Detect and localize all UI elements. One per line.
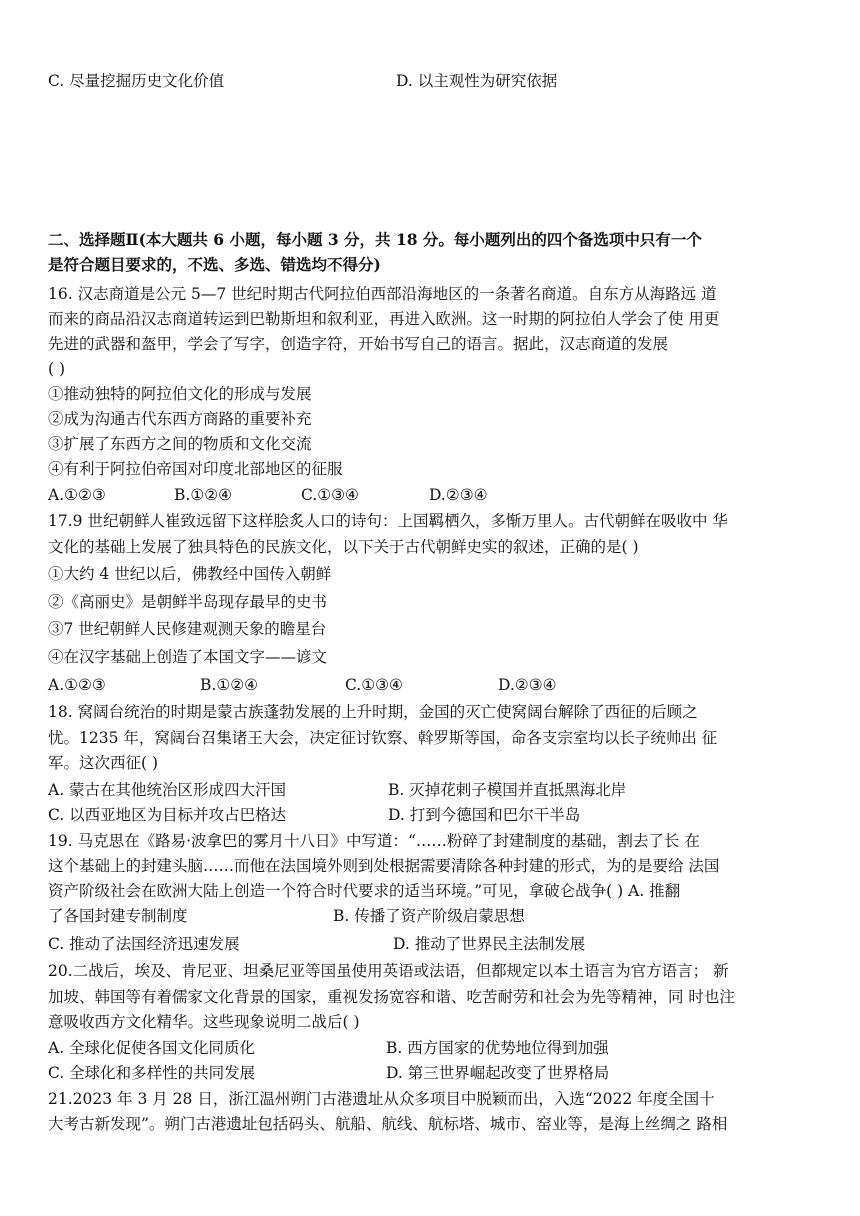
option-a: A.①②③ [48, 486, 106, 504]
statement-item: ①大约 4 世纪以后，佛教经中国传入朝鲜 [48, 565, 332, 583]
statement-item: ④在汉字基础上创造了本国文字——谚文 [48, 648, 328, 666]
option-a: 了各国封建专制制度 [48, 907, 188, 925]
question-stem: 16. 汉志商道是公元 5—7 世纪时期古代阿拉伯西部沿海地区的一条著名商道。自东方从海路远 道 [48, 285, 717, 303]
question-stem: 21.2023 年 3 月 28 日，浙江温州朔门古港遗址从众多项目中脱颖而出，入选“2022 年度全国十 [48, 1090, 715, 1108]
question-stem: 军。这次西征( ) [48, 754, 159, 772]
statement-item: ①推动独特的阿拉伯文化的形成与发展 [48, 385, 312, 403]
question-stem: 忧。1235 年，窝阔台召集诸王大会，决定征讨钦察、斡罗斯等国，命各支宗室均以长子统帅出 征 [48, 729, 718, 747]
section-header: 二、选择题Ⅱ(本大题共 6 小题，每小题 3 分，共 18 分。每小题列出的四个备选项中只有一个 [48, 230, 702, 249]
option-b: B.①②④ [174, 486, 233, 504]
question-stem: 18. 窝阔台统治的时期是蒙古族蓬勃发展的上升时期，金国的灭亡使窝阔台解除了西征的后顾之 [48, 703, 698, 721]
option-b: B. 传播了资产阶级启蒙思想 [333, 907, 525, 925]
option-d: D. 第三世界崛起改变了世界格局 [386, 1064, 610, 1082]
statement-item: ④有利于阿拉伯帝国对印度北部地区的征服 [48, 460, 343, 478]
option-d: D. 推动了世界民主法制发展 [393, 935, 586, 953]
option-c: C. 尽量挖掘历史文化价值 [48, 72, 225, 90]
statement-item: ③扩展了东西方之间的物质和文化交流 [48, 435, 312, 453]
question-stem: 文化的基础上发展了独具特色的民族文化，以下关于古代朝鲜史实的叙述，正确的是( ) [48, 538, 639, 556]
option-d: D.②③④ [429, 486, 488, 504]
option-c: C.①③④ [301, 486, 359, 504]
question-stem: 大考古新发现”。朔门古港遗址包括码头、航船、航线、航标塔、城市、窑业等，是海上丝绸之 路相 [48, 1115, 728, 1133]
option-a: A.①②③ [48, 676, 106, 694]
question-stem: 19. 马克思在《路易·波拿巴的雾月十八日》中写道：“……粉碎了封建制度的基础，割去了长 在 [48, 832, 700, 850]
statement-item: ③7 世纪朝鲜人民修建观测天象的瞻星台 [48, 620, 327, 638]
question-stem: 而来的商品沿汉志商道转运到巴勒斯坦和叙利亚，再进入欧洲。这一时期的阿拉伯人学会了使 用更 [48, 310, 720, 328]
option-c: C. 推动了法国经济迅速发展 [48, 935, 240, 953]
option-b: B. 西方国家的优势地位得到加强 [386, 1039, 609, 1057]
answer-blank: ( ) [48, 360, 66, 378]
option-d: D. 打到今德国和巴尔干半岛 [388, 806, 581, 824]
question-stem: 资产阶级社会在欧洲大陆上创造一个符合时代要求的适当环境。”可见，拿破仑战争( ) A. 推翻 [48, 882, 681, 900]
option-c: C. 全球化和多样性的共同发展 [48, 1064, 256, 1082]
option-d: D.②③④ [498, 676, 557, 694]
option-c: C. 以西亚地区为目标并攻占巴格达 [48, 806, 287, 824]
question-stem: 这个基础上的封建头脑……而他在法国境外则到处根据需要清除各种封建的形式，为的是要给 法国 [48, 857, 720, 875]
question-stem: 20.二战后，埃及、肯尼亚、坦桑尼亚等国虽使用英语或法语，但都规定以本土语言为官方语言； 新 [48, 962, 729, 980]
question-stem: 加坡、韩国等有着儒家文化背景的国家，重视发扬宽容和谐、吃苦耐劳和社会为先等精神，同 时也注 [48, 988, 735, 1006]
question-stem: 先进的武器和盔甲，学会了写字，创造字符，开始书写自己的语言。据此，汉志商道的发展 [48, 335, 669, 353]
option-b: B. 灭掉花剌子模国并直抵黑海北岸 [388, 781, 627, 799]
option-b: B.①②④ [200, 676, 259, 694]
question-stem: 17.9 世纪朝鲜人崔致远留下这样脍炙人口的诗句：上国羁栖久，多惭万里人。古代朝鲜在吸收中 华 [48, 512, 728, 530]
option-c: C.①③④ [345, 676, 403, 694]
section-header: 是符合题目要求的，不选、多选、错选均不得分) [48, 255, 381, 274]
statement-item: ②成为沟通古代东西方商路的重要补充 [48, 410, 312, 428]
option-d: D. 以主观性为研究依据 [396, 72, 558, 90]
option-a: A. 全球化促使各国文化同质化 [48, 1039, 256, 1057]
option-a: A. 蒙古在其他统治区形成四大汗国 [48, 781, 287, 799]
question-stem: 意吸收西方文化精华。这些现象说明二战后( ) [48, 1013, 360, 1031]
statement-item: ②《高丽史》是朝鲜半岛现存最早的史书 [48, 593, 328, 611]
